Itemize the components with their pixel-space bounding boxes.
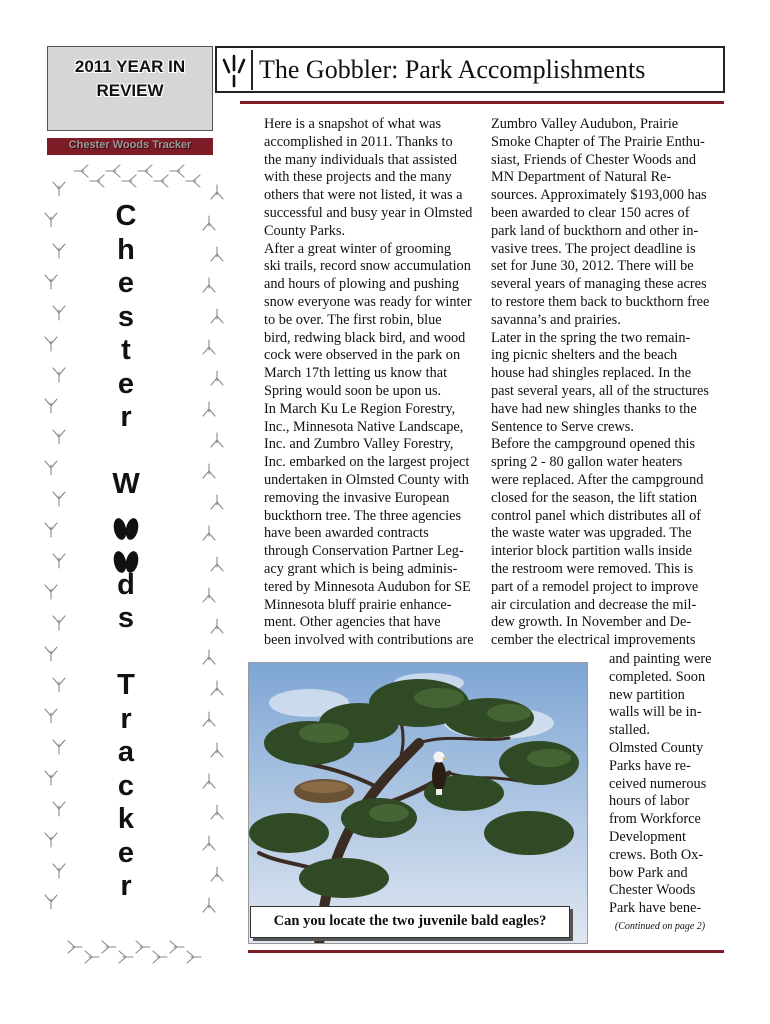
bird-track-icon bbox=[50, 304, 68, 322]
vertical-letter: t bbox=[121, 334, 131, 366]
text-line: Inc., Minnesota Native Landscape, bbox=[264, 418, 464, 435]
continued-note: (Continued on page 2) bbox=[614, 921, 706, 932]
vertical-letter: k bbox=[117, 803, 135, 835]
vertical-letter: e bbox=[117, 267, 135, 299]
text-line: Later in the spring the two remain- bbox=[491, 329, 691, 346]
bird-track-icon bbox=[208, 431, 226, 449]
text-line: past several years, all of the structures bbox=[491, 382, 709, 399]
paragraph bbox=[479, 330, 719, 437]
text-line: the restroom were removed. This is bbox=[491, 560, 694, 577]
bird-track-icon bbox=[200, 834, 218, 852]
bird-track-icon bbox=[117, 948, 135, 966]
text-line: Here is a snapshot of what was bbox=[264, 116, 442, 132]
bird-track-icon bbox=[208, 245, 226, 263]
bird-track-icon bbox=[134, 938, 152, 956]
bird-track-icon bbox=[50, 180, 68, 198]
bird-track-icon bbox=[42, 831, 60, 849]
bird-track-icon bbox=[200, 400, 218, 418]
year-in-review-title bbox=[48, 55, 212, 103]
bird-track-icon bbox=[208, 369, 226, 387]
text-line: MN Department of Natural Re- bbox=[491, 169, 672, 186]
vertical-letter: r bbox=[120, 870, 132, 902]
bird-track-icon bbox=[50, 428, 68, 446]
text-line: control panel which distributes all of bbox=[491, 507, 702, 524]
bird-track-icon bbox=[50, 738, 68, 756]
bird-track-icon bbox=[50, 490, 68, 508]
vertical-letter: s bbox=[117, 300, 135, 333]
bird-track-icon bbox=[200, 214, 218, 232]
paragraph bbox=[252, 116, 474, 241]
bird-track-icon bbox=[168, 938, 186, 956]
text-line: stalled. bbox=[609, 722, 650, 739]
text-line: part of a remodel project to improve bbox=[491, 578, 699, 595]
bird-track-icon bbox=[42, 273, 60, 291]
bird-track-icon bbox=[66, 938, 84, 956]
bird-track-icon bbox=[42, 583, 60, 601]
text-line: air circulation and decrease the mil- bbox=[491, 596, 697, 613]
text-line: crews. Both Ox- bbox=[609, 846, 704, 863]
paragraph bbox=[597, 740, 719, 918]
article-column-2 bbox=[479, 116, 719, 650]
bird-track-icon bbox=[185, 948, 203, 966]
text-line: new partition bbox=[609, 686, 685, 703]
tracker-banner bbox=[47, 138, 213, 155]
vertical-letter: T bbox=[117, 669, 135, 701]
paragraph bbox=[479, 436, 719, 650]
text-line: tered by Minnesota Audubon for SE bbox=[264, 578, 471, 595]
text-line: Chester Woods bbox=[609, 882, 696, 899]
text-line: park land of buckthorn and other in- bbox=[491, 222, 699, 239]
bird-track-icon bbox=[184, 172, 202, 190]
bird-track-icon bbox=[50, 676, 68, 694]
vertical-letter: r bbox=[120, 702, 132, 735]
text-line: were replaced. After the campground bbox=[491, 471, 704, 488]
bird-track-icon bbox=[208, 617, 226, 635]
text-line: buckthorn tree. The three agencies bbox=[264, 507, 462, 524]
tracker-banner-label: Chester Woods Tracker bbox=[68, 139, 192, 151]
text-line: vasive trees. The project deadline is bbox=[491, 240, 696, 257]
bird-track-icon bbox=[200, 276, 218, 294]
paragraph bbox=[252, 241, 474, 401]
text-line: the waste water was upgraded. The bbox=[491, 525, 692, 542]
year-title-line2: REVIEW bbox=[96, 81, 164, 100]
text-line: removing the invasive European bbox=[264, 489, 450, 506]
bird-track-icon bbox=[200, 338, 218, 356]
text-line: with these projects and the many bbox=[264, 169, 452, 186]
text-line: Inc. embarked on the largest project bbox=[264, 454, 470, 471]
text-line: March 17th letting us know that bbox=[264, 365, 448, 382]
text-line: County Parks. bbox=[264, 222, 346, 239]
text-line: siast, Friends of Chester Woods and bbox=[491, 151, 697, 168]
vertical-letter: r bbox=[120, 401, 132, 433]
bird-track-icon bbox=[208, 679, 226, 697]
text-line: Before the campground opened this bbox=[491, 436, 696, 453]
vertical-letter: d bbox=[117, 568, 135, 601]
text-line: undertaken in Olmsted County with bbox=[264, 471, 469, 488]
text-line: Spring would soon be upon us. bbox=[264, 382, 442, 399]
article-column-1 bbox=[252, 116, 474, 650]
text-line: walls will be in- bbox=[609, 704, 702, 721]
text-line: to restore them back to buckthorn free bbox=[491, 293, 710, 310]
text-line: sources. Approximately $193,000 has bbox=[491, 187, 707, 204]
text-line: spring 2 - 80 gallon water heaters bbox=[491, 454, 683, 471]
bird-track-icon bbox=[200, 586, 218, 604]
vertical-letter: e bbox=[117, 367, 135, 400]
text-line: Sentence to Serve crews. bbox=[491, 418, 634, 435]
article-column-3 bbox=[597, 651, 719, 918]
text-line: others that were not listed, it was a bbox=[264, 187, 463, 204]
bird-track-icon bbox=[42, 645, 60, 663]
vertical-letter: h bbox=[117, 233, 135, 266]
bird-track-icon bbox=[208, 555, 226, 573]
bird-track-icon bbox=[200, 462, 218, 480]
text-line: been awarded to clear 150 acres of bbox=[491, 204, 690, 221]
bird-track-icon bbox=[42, 707, 60, 725]
text-line: successful and busy year in Olmsted bbox=[264, 204, 473, 221]
bird-track-icon bbox=[208, 865, 226, 883]
text-line: savanna’s and prairies. bbox=[491, 311, 621, 328]
text-line: ceived numerous bbox=[609, 775, 707, 792]
text-line: bow Park and bbox=[609, 864, 688, 881]
bird-track-icon bbox=[50, 862, 68, 880]
text-line: and hours of plowing and pushing bbox=[264, 276, 459, 293]
bird-track-icon bbox=[208, 741, 226, 759]
text-line: been involved with contributions are bbox=[264, 632, 474, 649]
bird-track-icon bbox=[200, 710, 218, 728]
bird-track-logo-icon bbox=[221, 52, 249, 90]
text-line: ment. Other agencies that have bbox=[264, 614, 441, 631]
paragraph bbox=[597, 651, 719, 740]
text-line: Parks have re- bbox=[609, 757, 691, 774]
year-in-review-box bbox=[47, 46, 213, 131]
bird-track-icon bbox=[42, 459, 60, 477]
paragraph bbox=[252, 401, 474, 650]
text-line: Smoke Chapter of The Prairie Enthu- bbox=[491, 133, 705, 150]
text-line: have been awarded contracts bbox=[264, 525, 429, 542]
text-line: Zumbro Valley Audubon, Prairie bbox=[491, 116, 679, 132]
photo-caption: Can you locate the two juvenile bald eagles? bbox=[273, 913, 547, 929]
text-line: interior block partition walls inside bbox=[491, 543, 692, 560]
bird-track-icon bbox=[50, 552, 68, 570]
vertical-letter: s bbox=[117, 602, 135, 634]
bird-track-icon bbox=[200, 648, 218, 666]
text-line: closed for the season, the lift station bbox=[491, 489, 698, 506]
bird-track-icon bbox=[208, 183, 226, 201]
bird-track-icon bbox=[100, 938, 118, 956]
text-line: snow everyone was ready for winter bbox=[264, 293, 472, 310]
bird-track-icon bbox=[151, 948, 169, 966]
text-line: have had new shingles thanks to the bbox=[491, 400, 697, 417]
text-line: hours of labor bbox=[609, 793, 690, 810]
bird-track-icon bbox=[42, 521, 60, 539]
bird-track-icon bbox=[208, 493, 226, 511]
text-line: Olmsted County bbox=[609, 739, 704, 756]
paragraph bbox=[479, 116, 719, 330]
pine-tree-illustration bbox=[249, 663, 588, 944]
bottom-rule bbox=[248, 950, 724, 953]
newsletter-header bbox=[215, 46, 725, 93]
text-line: acy grant which is being adminis- bbox=[264, 560, 458, 577]
bird-track-icon bbox=[50, 366, 68, 384]
text-line: ski trails, record snow accumulation bbox=[264, 258, 471, 275]
text-line: several years of managing these acres bbox=[491, 276, 707, 293]
text-line: ing picnic shelters and the beach bbox=[491, 347, 678, 364]
text-line: Development bbox=[609, 828, 687, 845]
year-title-line1: 2011 YEAR IN bbox=[74, 57, 186, 76]
text-line: house had shingles replaced. In the bbox=[491, 365, 692, 382]
vertical-letter: W bbox=[112, 468, 140, 500]
bird-track-icon bbox=[42, 397, 60, 415]
text-line: Park have bene- bbox=[609, 900, 702, 917]
text-line: completed. Soon bbox=[609, 668, 706, 685]
bird-track-icon bbox=[200, 896, 218, 914]
text-line: After a great winter of grooming bbox=[264, 240, 451, 257]
text-line: to be over. The first robin, blue bbox=[264, 311, 442, 328]
header-divider bbox=[251, 50, 253, 90]
footprint-o-icon bbox=[111, 514, 141, 544]
vertical-letter: C bbox=[115, 200, 137, 232]
bird-track-icon bbox=[50, 242, 68, 260]
photo-caption-box bbox=[250, 906, 570, 938]
bird-track-icon bbox=[42, 893, 60, 911]
vertical-letter: c bbox=[117, 769, 135, 802]
text-line: cember the electrical improvements bbox=[491, 632, 696, 649]
bird-track-icon bbox=[208, 803, 226, 821]
text-line: the many individuals that assisted bbox=[264, 151, 457, 168]
vertical-letter: e bbox=[117, 836, 135, 869]
bird-track-icon bbox=[42, 335, 60, 353]
text-line: bird, redwing black bird, and wood bbox=[264, 329, 466, 346]
text-line: set for June 30, 2012. There will be bbox=[491, 258, 694, 275]
header-rule bbox=[240, 101, 724, 104]
bird-track-icon bbox=[50, 614, 68, 632]
text-line: and painting were bbox=[609, 651, 712, 667]
text-line: through Conservation Partner Leg- bbox=[264, 543, 464, 560]
text-line: dew growth. In November and De- bbox=[491, 614, 692, 631]
bird-track-icon bbox=[42, 211, 60, 229]
text-line: Inc. and Zumbro Valley Forestry, bbox=[264, 436, 454, 453]
text-line: Minnesota bluff prairie enhance- bbox=[264, 596, 452, 613]
eagle-tree-photo bbox=[248, 662, 588, 944]
vertical-letter: a bbox=[117, 736, 135, 768]
text-line: from Workforce bbox=[609, 811, 701, 828]
bird-track-icon bbox=[50, 800, 68, 818]
text-line: accomplished in 2011. Thanks to bbox=[264, 133, 453, 150]
text-line: In March Ku Le Region Forestry, bbox=[264, 400, 456, 417]
page-title: The Gobbler: Park Accomplishments bbox=[259, 55, 646, 84]
bird-track-icon bbox=[42, 769, 60, 787]
bird-track-icon bbox=[83, 948, 101, 966]
bird-track-icon bbox=[200, 524, 218, 542]
bird-track-icon bbox=[208, 307, 226, 325]
bird-track-icon bbox=[200, 772, 218, 790]
text-line: cock were observed in the park on bbox=[264, 347, 461, 364]
